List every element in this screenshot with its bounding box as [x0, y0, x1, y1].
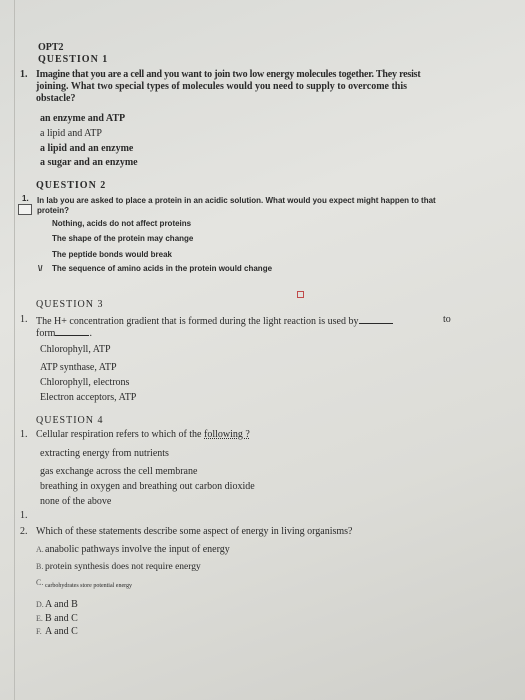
question-4-text-b: following ? [204, 429, 250, 440]
question-3-text-line2 [36, 327, 92, 339]
question-1-option-b[interactable]: a lipid and ATP [40, 128, 102, 139]
question-1-option-c[interactable]: a lipid and an enzyme [40, 143, 134, 154]
question-3-to: to [443, 314, 451, 325]
option-d-letter: D. [36, 600, 44, 609]
question-2-option-a[interactable]: Nothing, acids do not affect proteins [52, 219, 192, 228]
answer-checkbox[interactable] [297, 291, 304, 298]
question-4-text [36, 430, 250, 440]
question-4-option-b[interactable]: gas exchange across the cell membrane [40, 466, 198, 477]
question-5-text: Which of these statements describe some aspect of energy in living organisms? [36, 526, 353, 537]
empty-item-number: 1. [20, 510, 28, 521]
question-3-number: 1. [20, 314, 28, 325]
move-handle-icon[interactable] [18, 204, 32, 215]
fill-blank-1[interactable] [359, 315, 393, 324]
question-3-end: . [89, 328, 92, 339]
question-4-heading: QUESTION 4 [36, 415, 104, 426]
question-2-text-line2: protein? [37, 206, 69, 215]
option-e-letter: E. [36, 614, 43, 623]
question-5-number: 2. [20, 526, 28, 537]
page-edge-shadow [14, 0, 15, 700]
option-b-letter: B. [36, 562, 44, 571]
option-c-letter: C. [36, 578, 44, 587]
option-a-letter: A. [36, 545, 44, 554]
question-4-text-a: Cellular respiration refers to which of the [36, 429, 204, 440]
question-3-text: The H+ concentration gradient that is formed during the light reaction is used by [36, 316, 359, 327]
question-4-number: 1. [20, 429, 28, 440]
question-2-number: 1. [22, 194, 29, 203]
question-3-heading: QUESTION 3 [36, 299, 104, 310]
option-f-letter: F. [36, 627, 42, 636]
question-1-option-d[interactable]: a sugar and an enzyme [40, 157, 138, 168]
question-2-option-b[interactable]: The shape of the protein may change [52, 234, 194, 243]
question-4-option-c[interactable]: breathing in oxygen and breathing out carbon dioxide [40, 481, 255, 492]
fill-blank-2[interactable] [55, 327, 89, 336]
question-4-option-d[interactable]: none of the above [40, 496, 112, 507]
question-2-option-d[interactable]: The sequence of amino acids in the protein would change [52, 264, 273, 273]
question-1-option-a[interactable]: an enzyme and ATP [40, 113, 126, 124]
question-1-number: 1. [20, 69, 28, 80]
question-5-option-e[interactable]: B and C [45, 613, 78, 624]
question-3-text-line1 [36, 315, 393, 327]
question-5-option-d[interactable]: A and B [45, 599, 78, 610]
question-3-option-a[interactable]: Chlorophyll, ATP [40, 344, 111, 355]
question-5-option-c[interactable]: carbohydrates store potential energy [45, 583, 133, 589]
question-3-option-b[interactable]: ATP synthase, ATP [40, 362, 117, 373]
question-3-option-c[interactable]: Chlorophyll, electrons [40, 377, 130, 388]
question-5-option-f[interactable]: A and C [45, 626, 78, 637]
question-1-text-line1: Imagine that you are a cell and you want to join two low energy molecules together. They resist [36, 69, 421, 80]
document-code: OPT2 [38, 42, 64, 53]
question-2-heading: QUESTION 2 [36, 180, 107, 191]
question-2-text-line1: In lab you are asked to place a protein in an acidic solution. What would you expect might happen to that [37, 196, 436, 205]
question-3-option-d[interactable]: Electron acceptors, ATP [40, 392, 137, 403]
question-5-option-b[interactable]: protein synthesis does not require energy [45, 562, 201, 572]
question-1-text-line2: joining. What two special types of molecules would you need to supply to overcome this [36, 81, 408, 92]
question-2-option-c[interactable]: The peptide bonds would break [52, 250, 173, 259]
question-2-check-mark: \/ [38, 264, 43, 273]
question-5-option-a[interactable]: anabolic pathways involve the input of energy [45, 544, 230, 555]
question-3-form: form [36, 328, 56, 339]
question-1-text-line3: obstacle? [36, 93, 76, 104]
question-1-heading: QUESTION 1 [38, 54, 109, 65]
question-4-option-a[interactable]: extracting energy from nutrients [40, 448, 169, 459]
